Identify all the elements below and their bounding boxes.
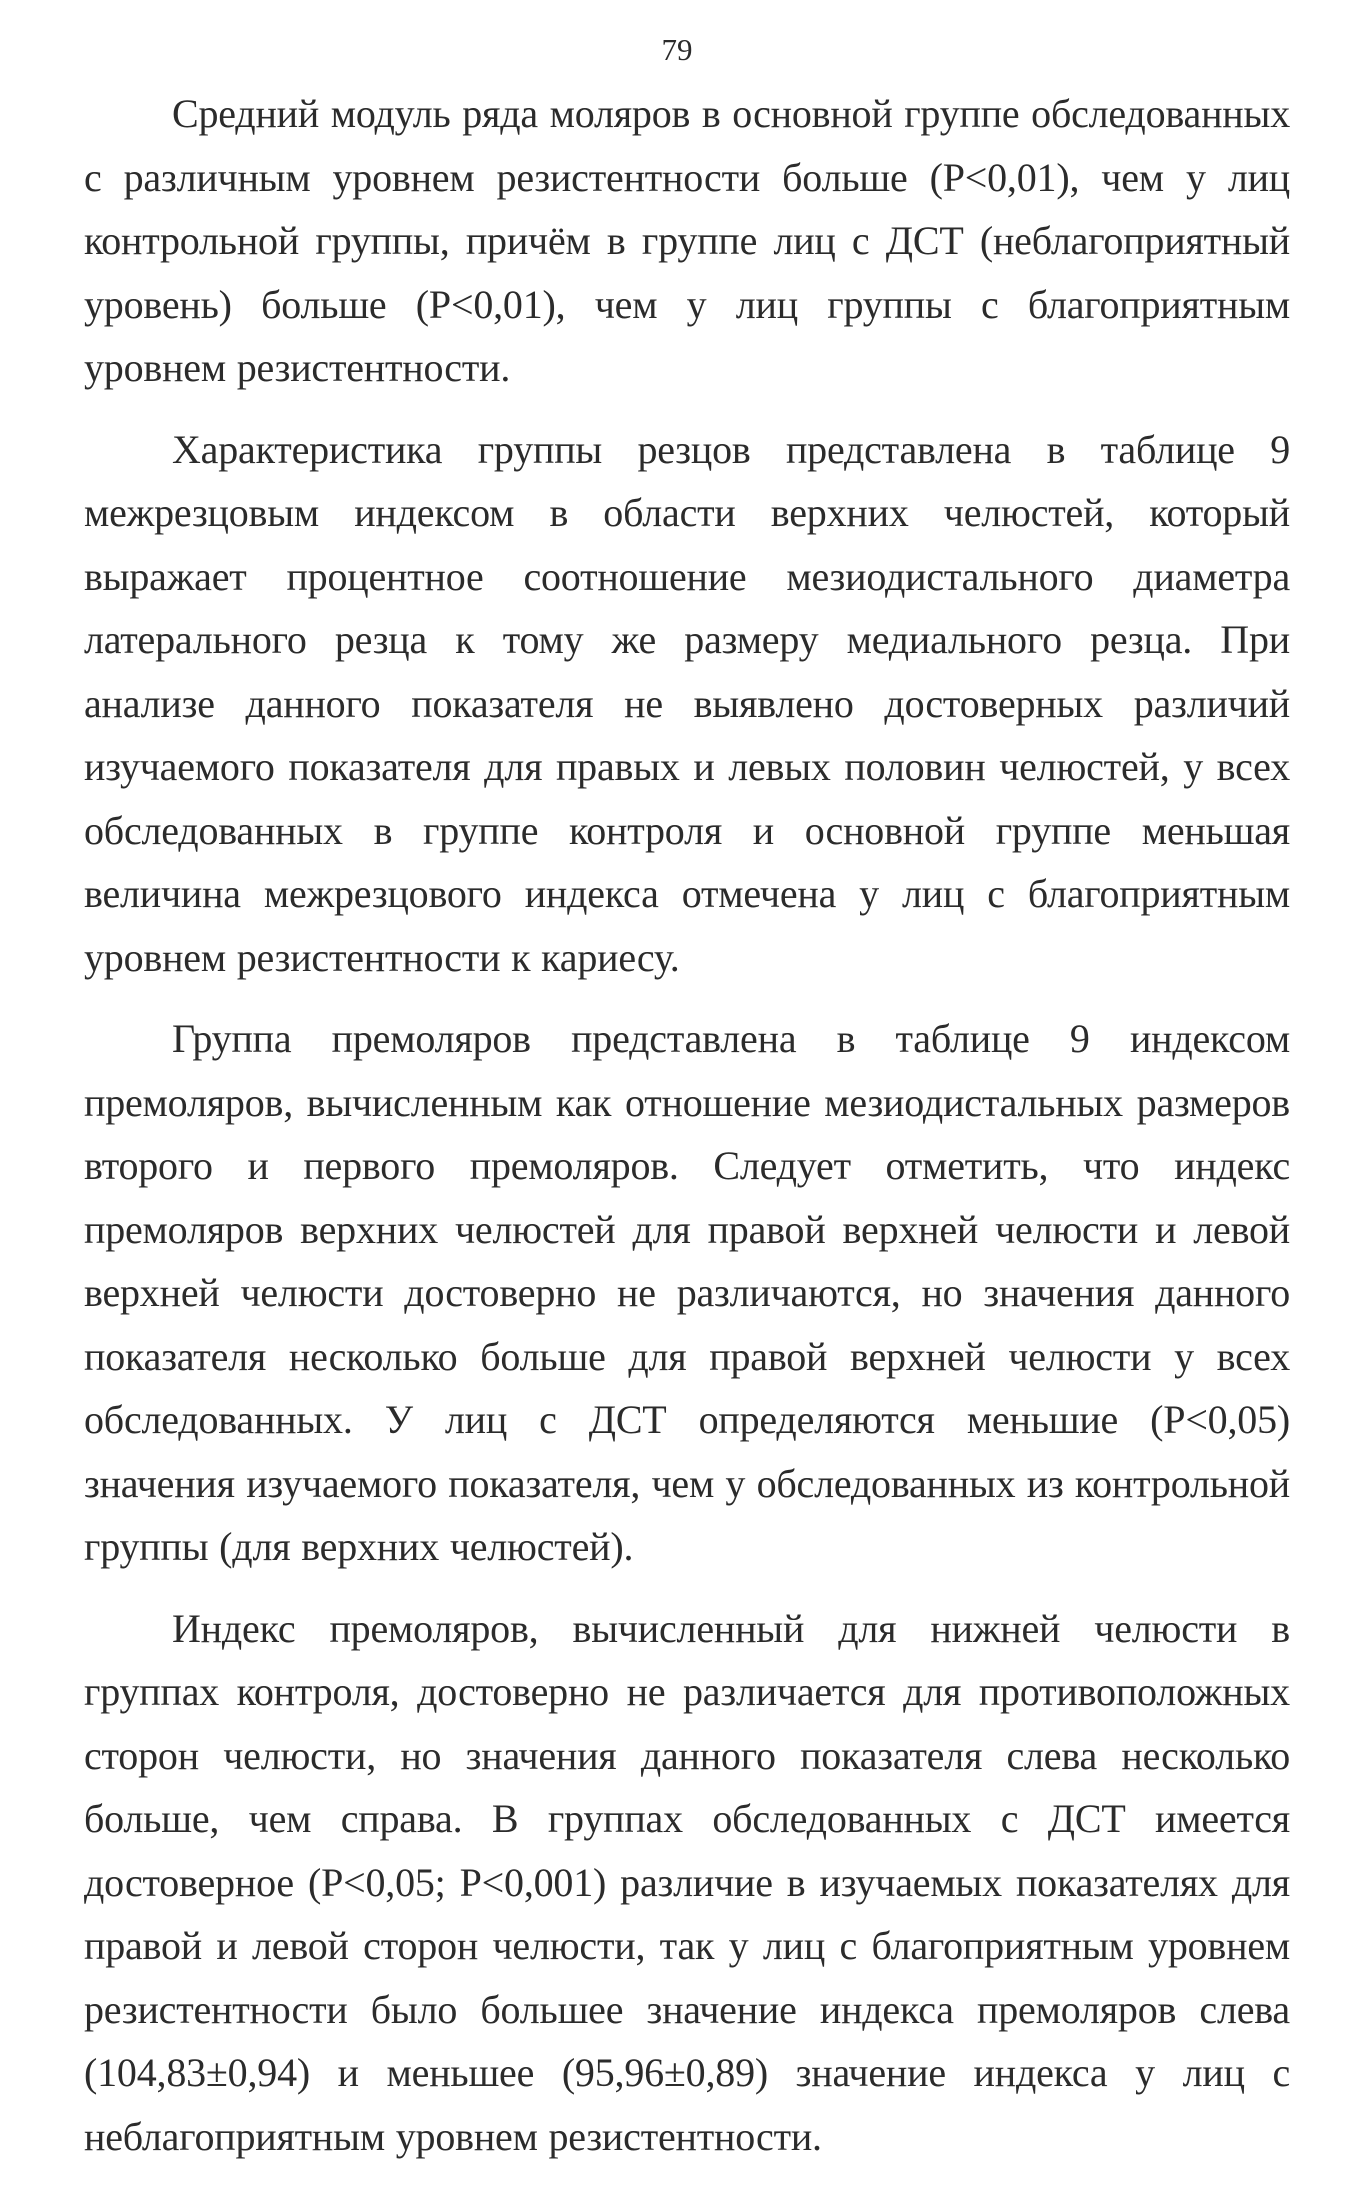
page-number: 79 (661, 32, 693, 67)
paragraph-premolars-upper: Группа премоляров представлена в таблице 9 индексом премоляров, вычисленным как отношение мезиодистальных размеров второго и первого премоляров. Следует отметить, что индекс премоляров верхних челюстей для правой верхней челюсти и левой верхней челюсти достоверно не различаются, но значения данного показателя несколько больше для правой верхней челюсти у всех обследованных. У лиц с ДСТ определяются меньшие (Р<0,05) значения изучаемого показателя, чем у обследованных из контрольной группы (для верхних челюстей). (84, 1016, 1290, 1569)
paragraph-molars-module: Средний модуль ряда моляров в основной группе обследованных с различным уровнем резистентности больше (Р<0,01), чем у лиц контрольной группы, причём в группе лиц с ДСТ (неблагоприятный уровень) больше (Р<0,01), чем у лиц группы с благоприятным уровнем резистентности. (84, 91, 1290, 390)
body-text (84, 82, 1290, 2186)
paragraph-premolars-lower: Индекс премоляров, вычисленный для нижней челюсти в группах контроля, достоверно не различается для противоположных сторон челюсти, но значения данного показателя слева несколько больше, чем справа. В группах обследованных с ДСТ имеется достоверное (Р<0,05; Р<0,001) различие в изучаемых показателях для правой и левой сторон челюсти, так у лиц с благоприятным уровнем резистентности было большее значение индекса премоляров слева (104,83±0,94) и меньшее (95,96±0,89) значение индекса у лиц с неблагоприятным уровнем резистентности. (84, 1605, 1290, 2159)
paragraph-incisors-index: Характеристика группы резцов представлена в таблице 9 межрезцовым индексом в области верхних челюстей, который выражает процентное соотношение мезиодистального диаметра латерального резца к тому же размеру медиального резца. При анализе данного показателя не выявлено достоверных различий изучаемого показателя для правых и левых половин челюстей, у всех обследованных в группе контроля и основной группе меньшая величина межрезцового индекса отмечена у лиц с благоприятным уровнем резистентности к кариесу. (84, 426, 1290, 980)
